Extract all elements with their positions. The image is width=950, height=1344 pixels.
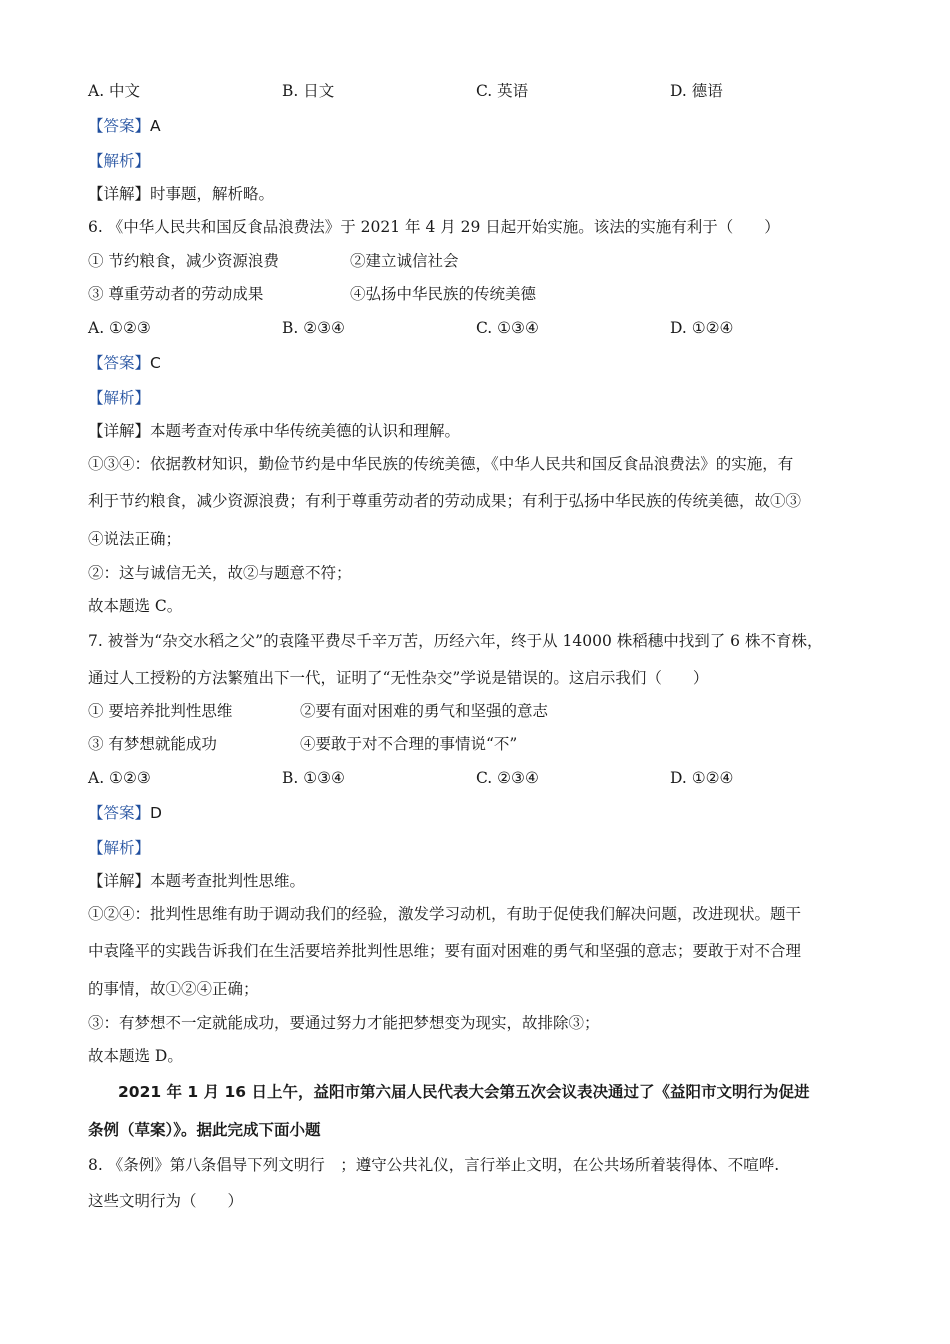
q6-statement-3: ③ 尊重劳动者的劳动成果	[88, 285, 264, 303]
q6-option-c: C. ①③④	[476, 319, 539, 337]
answer-tag: 【答案】	[88, 117, 151, 135]
q7-statement-1: ① 要培养批判性思维	[88, 702, 233, 720]
q6-analysis-tag: 【解析】	[88, 389, 151, 407]
detail-text: 本题考查批判性思维。	[150, 872, 306, 890]
q7-explain-2: 中袁隆平的实践告诉我们在生活要培养批判性思维；要有面对困难的勇气和坚强的意志；要敢于对不合理	[88, 942, 802, 960]
q6-statement-4: ④弘扬中华民族的传统美德	[350, 285, 537, 303]
answer-tag: 【答案】	[88, 354, 151, 372]
q6-explain-1: ①③④：依据教材知识，勤俭节约是中华民族的传统美德，《中华人民共和国反食品浪费法》的实施，有	[88, 455, 794, 473]
q6-explain-3: ④说法正确；	[88, 530, 182, 548]
q5-option-d: D. 德语	[670, 82, 723, 100]
q7-statement-3: ③ 有梦想就能成功	[88, 735, 217, 753]
q7-explain-4: ③：有梦想不一定就能成功，要通过努力才能把梦想变为现实，故排除③；	[88, 1014, 600, 1032]
q5-detail	[88, 183, 274, 205]
intro-line-2: 条例（草案）》。据此完成下面小题	[88, 1121, 321, 1139]
q7-statement-4: ④要敢于对不合理的事情说“不”	[300, 735, 518, 753]
answer-value: C	[150, 354, 161, 372]
q5-option-a: A. 中文	[88, 82, 141, 100]
q7-explain-3: 的事情，故①②④正确；	[88, 980, 259, 998]
q6-detail	[88, 420, 460, 442]
q7-option-a: A. ①②③	[88, 769, 151, 787]
q7-stem-1: 7. 被誉为“杂交水稻之父”的袁隆平费尽千辛万苦，历经六年，终于从 14000 株稻穗中找到了 6 株不育株，	[88, 632, 823, 650]
q6-statement-1: ① 节约粮食，减少资源浪费	[88, 252, 279, 270]
q6-option-b: B. ②③④	[282, 319, 345, 337]
q6-answer	[88, 352, 161, 374]
detail-tag: 【详解】	[88, 185, 151, 203]
q5-answer	[88, 115, 161, 137]
detail-text: 时事题，解析略。	[150, 185, 275, 203]
q8-stem-1: 8. 《条例》第八条倡导下列文明行 ；遵守公共礼仪，言行举止文明，在公共场所着装得体、不喧哗.	[88, 1156, 780, 1174]
intro-line-1: 2021 年 1 月 16 日上午，益阳市第六届人民代表大会第五次会议表决通过了《益阳市文明行为促进	[118, 1083, 810, 1101]
q5-analysis-tag: 【解析】	[88, 152, 151, 170]
q6-statement-2: ②建立诚信社会	[350, 252, 459, 270]
q6-option-a: A. ①②③	[88, 319, 151, 337]
q7-option-c: C. ②③④	[476, 769, 539, 787]
q6-explain-2: 利于节约粮食，减少资源浪费；有利于尊重劳动者的劳动成果；有利于弘扬中华民族的传统美德，故①③	[88, 492, 802, 510]
q7-answer	[88, 802, 162, 824]
q6-stem: 6. 《中华人民共和国反食品浪费法》于 2021 年 4 月 29 日起开始实施。该法的实施有利于（ ）	[88, 218, 780, 236]
q5-option-b: B. 日文	[282, 82, 335, 100]
q7-explain-1: ①②④：批判性思维有助于调动我们的经验，激发学习动机，有助于促使我们解决问题，改进现状。题干	[88, 905, 802, 923]
q6-explain-5: 故本题选 C。	[88, 597, 183, 615]
q6-option-d: D. ①②④	[670, 319, 734, 337]
q7-detail	[88, 870, 305, 892]
q7-analysis-tag: 【解析】	[88, 839, 151, 857]
q7-statement-2: ②要有面对困难的勇气和坚强的意志	[300, 702, 549, 720]
q8-stem-2: 这些文明行为（ ）	[88, 1192, 244, 1210]
answer-tag: 【答案】	[88, 804, 151, 822]
q7-stem-2: 通过人工授粉的方法繁殖出下一代，证明了“无性杂交”学说是错误的。这启示我们（ ）	[88, 669, 709, 687]
detail-text: 本题考查对传承中华传统美德的认识和理解。	[150, 422, 461, 440]
answer-value: D	[150, 804, 162, 822]
q5-option-c: C. 英语	[476, 82, 529, 100]
q7-option-d: D. ①②④	[670, 769, 734, 787]
detail-tag: 【详解】	[88, 872, 151, 890]
q7-explain-5: 故本题选 D。	[88, 1047, 183, 1065]
q7-option-b: B. ①③④	[282, 769, 345, 787]
q6-explain-4: ②：这与诚信无关，故②与题意不符；	[88, 564, 352, 582]
detail-tag: 【详解】	[88, 422, 151, 440]
answer-value: A	[150, 117, 161, 135]
